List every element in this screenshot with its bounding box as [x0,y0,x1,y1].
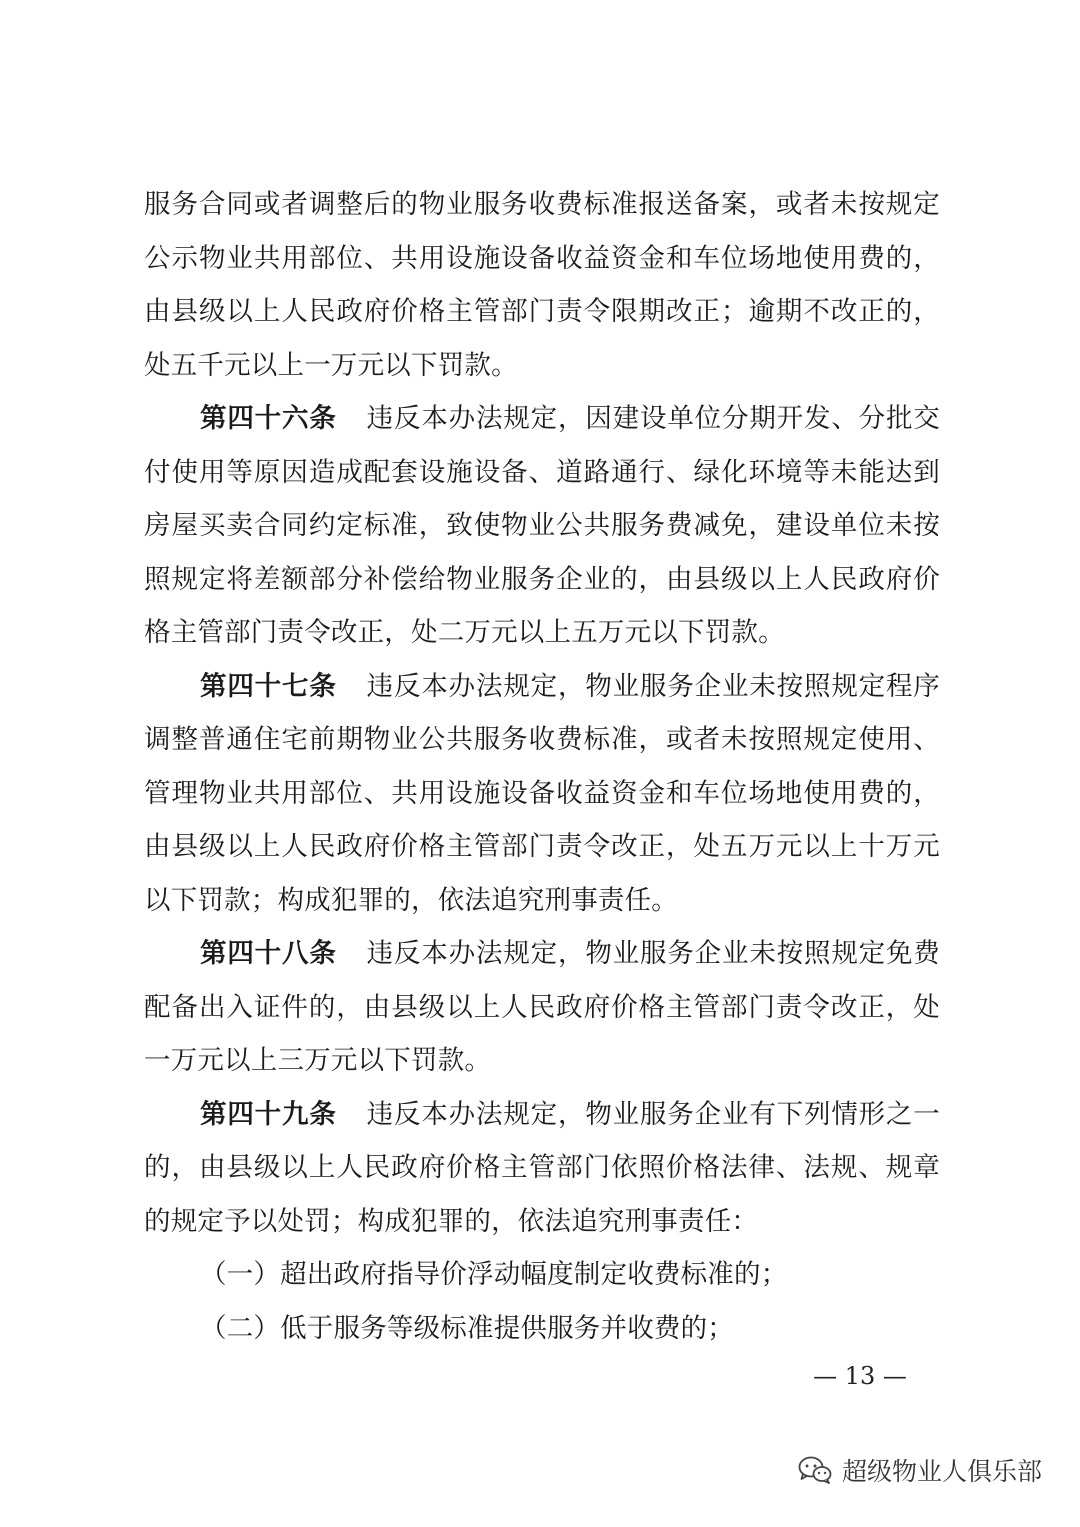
wechat-icon [798,1456,832,1484]
article-label: 第四十六条 [200,403,337,434]
paragraph-text: 违反本办法规定，物业服务企业未按照规定免费配备出入证件的，由县级以上人民政府价格主管部门责令改正，处一万元以上三万元以下罚款。 [144,938,941,1076]
paragraph-continuation [144,178,940,392]
article-46 [144,392,940,660]
watermark-text: 超级物业人俱乐部 [841,1457,1042,1486]
paragraph-text: 服务合同或者调整后的物业服务收费标准报送备案，或者未按规定公示物业共用部位、共用设施设备收益资金和车位场地使用费的，由县级以上人民政府价格主管部门责令限期改正；逾期不改正的，处五千元以上一万元以下罚款。 [144,189,940,381]
paragraph-text: 违反本办法规定，物业服务企业有下列情形之一的，由县级以上人民政府价格主管部门依照价格法律、法规、规章的规定予以处罚；构成犯罪的，依法追究刑事责任： [144,1098,941,1237]
list-item-1 [144,1248,940,1302]
article-label: 第四十八条 [200,938,337,969]
article-label: 第四十九条 [200,1098,337,1130]
article-47 [144,660,940,928]
paragraph-text: （一）超出政府指导价浮动幅度制定收费标准的； [200,1259,788,1290]
page-number: — 13 — [813,1362,907,1390]
document-body [144,178,940,1355]
article-label: 第四十七条 [200,670,337,702]
list-item-2 [144,1302,940,1356]
watermark [798,1452,1042,1488]
paragraph-text: 违反本办法规定，因建设单位分期开发、分批交付使用等原因造成配套设施设备、道路通行、绿化环境等未能达到房屋买卖合同约定标准，致使物业公共服务费减免，建设单位未按照规定将差额部分补偿给物业服务企业的，由县级以上人民政府价格主管部门责令改正，处二万元以上五万元以下罚款。 [144,403,941,648]
paragraph-text: （二）低于服务等级标准提供服务并收费的； [200,1312,734,1344]
paragraph-text: 违反本办法规定，物业服务企业未按照规定程序调整普通住宅前期物业公共服务收费标准，或者未按照规定使用、管理物业共用部位、共用设施设备收益资金和车位场地使用费的，由县级以上人民政府价格主管部门责令改正，处五万元以上十万元以下罚款；构成犯罪的，依法追究刑事责任。 [144,670,941,916]
article-49 [144,1088,940,1249]
article-48 [144,927,940,1088]
